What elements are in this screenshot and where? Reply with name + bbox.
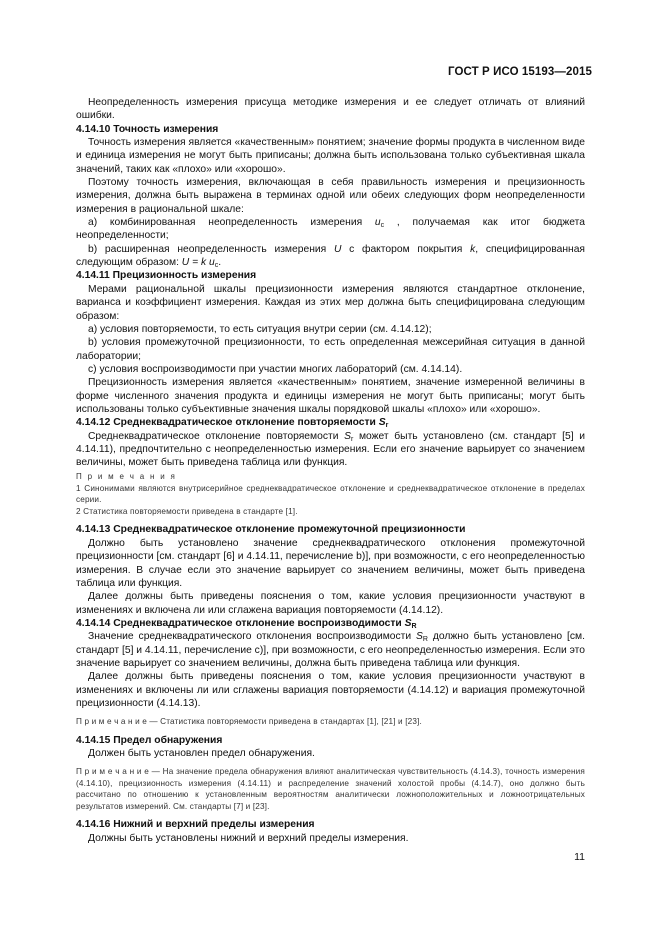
paragraph: Мерами рациональной шкалы прецизионности измерения являются стандартное отклонение, варианса и коэффициент измерения. Каждая из этих мер должна быть специфицирована следующим образом:: [76, 283, 585, 322]
section-heading-4-14-10: 4.14.10 Точность измерения: [76, 123, 219, 135]
note-label: П р и м е ч а н и я: [76, 471, 177, 481]
list-item-a: a) комбинированная неопределенность измерения $u_c$ , получаемая как итог бюджета неопределенности;: [76, 217, 585, 242]
paragraph: Далее должны быть приведены пояснения о том, какие условия прецизионности участвуют в изменениях и включена ли или сглажена вариация повторяемости (4.14.12).: [76, 591, 585, 616]
list-item-c: c) условия воспроизводимости при участии многих лабораторий (см. 4.14.14).: [88, 363, 463, 375]
list-item-a: a) условия повторяемости, то есть ситуация внутри серии (см. 4.14.12);: [88, 323, 432, 335]
list-item-b: b) условия промежуточной прецизионности, то есть определенная межсерийная ситуация в данной лаборатории;: [76, 337, 585, 362]
paragraph: Должно быть установлено значение среднеквадратического отклонения промежуточной прецизионности [см. стандарт [6] и 4.14.11, перечисление b)], при возможности, с его неопределенностью измерения. В случае если это значение варьирует со значением величины, может быть приведена таблица или функция.: [76, 537, 585, 589]
note-item-1: 1 Синонимами являются внутрисерийное среднеквадратическое отклонение и среднеквадратическое отклонение в пределах серии.: [76, 483, 585, 505]
section-heading-4-14-13: 4.14.13 Среднеквадратическое отклонение промежуточной прецизионности: [76, 524, 466, 536]
section-heading-4-14-11: 4.14.11 Прецизионность измерения: [76, 270, 257, 282]
section-heading-4-14-14: 4.14.14 Среднеквадратическое отклонение воспроизводимости $S_R$: [76, 617, 417, 630]
paragraph: Точность измерения является «качественным» понятием; значение формы продукта в численном виде и единица измерения не могут быть приписаны; должна быть использована только субъективная шкала значений, таких как «плохо» или «хорошо».: [76, 137, 585, 175]
formula: U = k u: [181, 257, 215, 269]
list-item-b: b) расширенная неопределенность измерения U с фактором покрытия k, специфицированная следующим образом: U = k $u_c$.: [76, 243, 586, 270]
section-heading-4-14-12: 4.14.12 Среднеквадратическое отклонение повторяемости $S_r$: [76, 417, 389, 430]
paragraph: Должны быть установлены нижний и верхний пределы измерения.: [88, 832, 409, 844]
paragraph: Среднеквадратическое отклонение повторяемости $S_r$ может быть установлено (см. стандарт [5] и 4.14.11), предпочтительно с неопределенностью измерения. Если его значение варьирует со значением величины, может быть приведена таблица или функция.: [76, 430, 585, 469]
note-item-2: 2 Статистика повторяемости приведена в стандарте [1].: [76, 506, 298, 516]
page-number: 11: [574, 851, 585, 863]
note: П р и м е ч а н и е — На значение предела обнаружения влияют аналитическая чувствительность (4.14.3), точность измерения (4.14.10), прецизионность измерения (4.14.11) и распределение значений холостой пробы (4.14.7), оно должно быть рассчитано по отношению к установленным вероятностям аналитически ложноположительных и ложноотрицательных результатов измерений. См. стандарты [7] и [23].: [76, 767, 585, 811]
note: П р и м е ч а н и е — Статистика повторяемости приведена в стандартах [1], [21] и [23].: [76, 717, 422, 727]
paragraph: Значение среднеквадратического отклонения воспроизводимости $S_R$ должно быть установлено [см. стандарт [5] и 4.14.11, перечисление c)], при возможности, с его неопределенностью измерения. Если это значение варьирует со значением величины, должна быть приведена таблица или функция.: [76, 631, 585, 669]
paragraph: Далее должны быть приведены пояснения о том, какие условия прецизионности участвуют в изменениях и включены ли или сглажены вариация повторяемости (4.14.12) и вариация промежуточной прецизионности (4.14.13).: [76, 671, 585, 709]
section-heading-4-14-16: 4.14.16 Нижний и верхний пределы измерения: [76, 819, 315, 831]
paragraph: Поэтому точность измерения, включающая в себя правильность измерения и прецизионность измерения, должна быть выражена в терминах одной или обеих следующих форм неопределенности измерения в рациональной шкале:: [76, 177, 585, 215]
document-header: ГОСТ Р ИСО 15193—2015: [447, 66, 592, 78]
paragraph: Должен быть установлен предел обнаружения.: [88, 748, 315, 760]
paragraph-intro: Неопределенность измерения присуща методике измерения и ее следует отличать от влияний ошибки.: [76, 97, 585, 122]
symbol-u: u: [374, 217, 381, 229]
paragraph: Прецизионность измерения является «качественным» понятием, значение измеренной величины в форме численного значения продукта и единицы измерения не могут быть приписаны; могут быть использованы только субъективные значения шкалы порядковой шкалы «плохо» или «хорошо».: [76, 377, 585, 415]
document-body: [76, 96, 585, 845]
section-heading-4-14-15: 4.14.15 Предел обнаружения: [76, 734, 223, 746]
